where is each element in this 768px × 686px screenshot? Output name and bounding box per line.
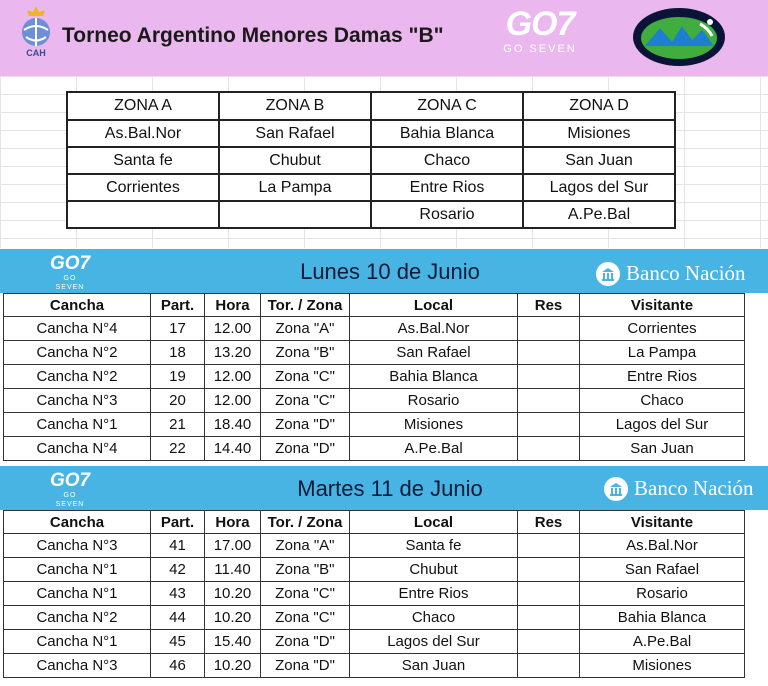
partido-cell: 45 [151, 630, 205, 654]
zona-team: Bahia Blanca [371, 120, 523, 147]
zona-cell: Zona "C" [261, 606, 350, 630]
local-cell: San Rafael [350, 341, 518, 365]
column-header-zona: Tor. / Zona [261, 294, 350, 317]
column-header-visitante: Visitante [580, 294, 745, 317]
result-cell [518, 437, 580, 461]
page-title: Torneo Argentino Menores Damas "B" [62, 24, 444, 47]
column-header-res: Res [518, 511, 580, 534]
visitante-cell: A.Pe.Bal [580, 630, 745, 654]
result-cell [518, 558, 580, 582]
cah-logo-text: CAH [26, 48, 46, 58]
cancha-cell: Cancha N°3 [4, 534, 151, 558]
day-banner-martes [0, 466, 768, 510]
column-header-res: Res [518, 294, 580, 317]
bank-name: Banco Nación [634, 476, 754, 500]
result-cell [518, 534, 580, 558]
column-header-hora: Hora [205, 294, 261, 317]
zonas-row [67, 120, 675, 147]
cancha-cell: Cancha N°2 [4, 365, 151, 389]
column-header-cancha: Cancha [4, 511, 151, 534]
partido-cell: 42 [151, 558, 205, 582]
match-row [4, 582, 745, 606]
cancha-cell: Cancha N°2 [4, 606, 151, 630]
header-banner [0, 0, 768, 77]
hora-cell: 10.20 [205, 582, 261, 606]
local-cell: A.Pe.Bal [350, 437, 518, 461]
zona-cell: Zona "C" [261, 389, 350, 413]
go7-logo-subtitle: GO SEVEN [503, 43, 577, 55]
visitante-cell: Misiones [580, 654, 745, 678]
local-cell: Bahia Blanca [350, 365, 518, 389]
match-row [4, 606, 745, 630]
zona-team: Rosario [371, 201, 523, 228]
column-header-local: Local [350, 294, 518, 317]
matches-table-martes [3, 510, 745, 678]
visitante-cell: La Pampa [580, 341, 745, 365]
local-cell: Entre Rios [350, 582, 518, 606]
zona-team: A.Pe.Bal [523, 201, 675, 228]
go7-small-logo [50, 471, 90, 509]
match-row [4, 654, 745, 678]
visitante-cell: Bahia Blanca [580, 606, 745, 630]
column-header-cancha: Cancha [4, 294, 151, 317]
zona-cell: Zona "D" [261, 630, 350, 654]
day-title: Martes 11 de Junio [297, 476, 483, 501]
matches-table-lunes [3, 293, 745, 461]
visitante-cell: Lagos del Sur [580, 413, 745, 437]
local-cell: As.Bal.Nor [350, 317, 518, 341]
zonas-table [66, 91, 676, 229]
cancha-cell: Cancha N°1 [4, 630, 151, 654]
zona-header: ZONA C [371, 92, 523, 120]
visitante-cell: Chaco [580, 389, 745, 413]
zonas-row [67, 174, 675, 201]
banco-nacion-logo [596, 261, 746, 286]
day-banner-lunes [0, 249, 768, 293]
partido-cell: 43 [151, 582, 205, 606]
go7-logo [497, 6, 583, 66]
hora-cell: 10.20 [205, 654, 261, 678]
go7-small-logo-subtitle: GO SEVEN [55, 492, 85, 508]
cancha-cell: Cancha N°1 [4, 413, 151, 437]
hora-cell: 11.40 [205, 558, 261, 582]
hora-cell: 17.00 [205, 534, 261, 558]
zona-team: La Pampa [219, 174, 371, 201]
bank-building-icon [604, 477, 628, 501]
column-header-part: Part. [151, 511, 205, 534]
zona-header: ZONA A [67, 92, 219, 120]
lagos-del-sur-logo [630, 6, 728, 68]
result-cell [518, 365, 580, 389]
zona-team: Chubut [219, 147, 371, 174]
zona-header: ZONA B [219, 92, 371, 120]
match-row [4, 341, 745, 365]
visitante-cell: San Juan [580, 437, 745, 461]
zona-team: Lagos del Sur [523, 174, 675, 201]
zona-header: ZONA D [523, 92, 675, 120]
visitante-cell: San Rafael [580, 558, 745, 582]
partido-cell: 17 [151, 317, 205, 341]
go7-small-logo-mark: GO7 [50, 470, 91, 491]
result-cell [518, 630, 580, 654]
zona-team: Entre Rios [371, 174, 523, 201]
cancha-cell: Cancha N°4 [4, 437, 151, 461]
local-cell: Chubut [350, 558, 518, 582]
zona-team: Misiones [523, 120, 675, 147]
result-cell [518, 413, 580, 437]
zonas-header-row [67, 92, 675, 120]
local-cell: San Juan [350, 654, 518, 678]
partido-cell: 22 [151, 437, 205, 461]
match-row [4, 437, 745, 461]
zona-team: Chaco [371, 147, 523, 174]
zonas-row [67, 201, 675, 228]
local-cell: Santa fe [350, 534, 518, 558]
zona-team: San Rafael [219, 120, 371, 147]
zona-team: San Juan [523, 147, 675, 174]
partido-cell: 20 [151, 389, 205, 413]
column-header-zona: Tor. / Zona [261, 511, 350, 534]
result-cell [518, 606, 580, 630]
column-header-hora: Hora [205, 511, 261, 534]
hora-cell: 18.40 [205, 413, 261, 437]
cancha-cell: Cancha N°1 [4, 558, 151, 582]
result-cell [518, 654, 580, 678]
match-row [4, 413, 745, 437]
partido-cell: 44 [151, 606, 205, 630]
matches-header-row [4, 511, 745, 534]
cancha-cell: Cancha N°1 [4, 582, 151, 606]
cancha-cell: Cancha N°2 [4, 341, 151, 365]
match-row [4, 534, 745, 558]
zona-cell: Zona "D" [261, 413, 350, 437]
column-header-local: Local [350, 511, 518, 534]
zonas-row [67, 147, 675, 174]
go7-small-logo [50, 254, 90, 292]
result-cell [518, 582, 580, 606]
partido-cell: 18 [151, 341, 205, 365]
zona-team: As.Bal.Nor [67, 120, 219, 147]
zona-cell: Zona "A" [261, 317, 350, 341]
visitante-cell: Rosario [580, 582, 745, 606]
go7-small-logo-mark: GO7 [50, 253, 91, 274]
match-row [4, 558, 745, 582]
local-cell: Misiones [350, 413, 518, 437]
result-cell [518, 341, 580, 365]
hora-cell: 14.40 [205, 437, 261, 461]
zona-team [219, 201, 371, 228]
zona-team: Santa fe [67, 147, 219, 174]
zona-cell: Zona "A" [261, 534, 350, 558]
matches-header-row [4, 294, 745, 317]
zona-cell: Zona "B" [261, 558, 350, 582]
partido-cell: 46 [151, 654, 205, 678]
zona-cell: Zona "C" [261, 365, 350, 389]
column-header-part: Part. [151, 294, 205, 317]
result-cell [518, 317, 580, 341]
day-title: Lunes 10 de Junio [300, 259, 480, 284]
hora-cell: 10.20 [205, 606, 261, 630]
visitante-cell: Entre Rios [580, 365, 745, 389]
match-row [4, 365, 745, 389]
cancha-cell: Cancha N°3 [4, 389, 151, 413]
hora-cell: 12.00 [205, 389, 261, 413]
local-cell: Chaco [350, 606, 518, 630]
cah-logo [14, 4, 58, 70]
hora-cell: 13.20 [205, 341, 261, 365]
zona-team [67, 201, 219, 228]
match-row [4, 389, 745, 413]
visitante-cell: Corrientes [580, 317, 745, 341]
zona-cell: Zona "B" [261, 341, 350, 365]
result-cell [518, 389, 580, 413]
partido-cell: 41 [151, 534, 205, 558]
bank-building-icon [596, 262, 620, 286]
column-header-visitante: Visitante [580, 511, 745, 534]
visitante-cell: As.Bal.Nor [580, 534, 745, 558]
partido-cell: 21 [151, 413, 205, 437]
go7-logo-mark: GO7 [505, 5, 575, 43]
hora-cell: 12.00 [205, 317, 261, 341]
local-cell: Rosario [350, 389, 518, 413]
zona-cell: Zona "D" [261, 654, 350, 678]
zona-cell: Zona "C" [261, 582, 350, 606]
cancha-cell: Cancha N°4 [4, 317, 151, 341]
banco-nacion-logo [604, 476, 754, 501]
zona-team: Corrientes [67, 174, 219, 201]
match-row [4, 317, 745, 341]
bank-name: Banco Nación [626, 261, 746, 285]
partido-cell: 19 [151, 365, 205, 389]
hora-cell: 12.00 [205, 365, 261, 389]
match-row [4, 630, 745, 654]
hora-cell: 15.40 [205, 630, 261, 654]
go7-small-logo-subtitle: GO SEVEN [55, 275, 85, 291]
cancha-cell: Cancha N°3 [4, 654, 151, 678]
zona-cell: Zona "D" [261, 437, 350, 461]
local-cell: Lagos del Sur [350, 630, 518, 654]
